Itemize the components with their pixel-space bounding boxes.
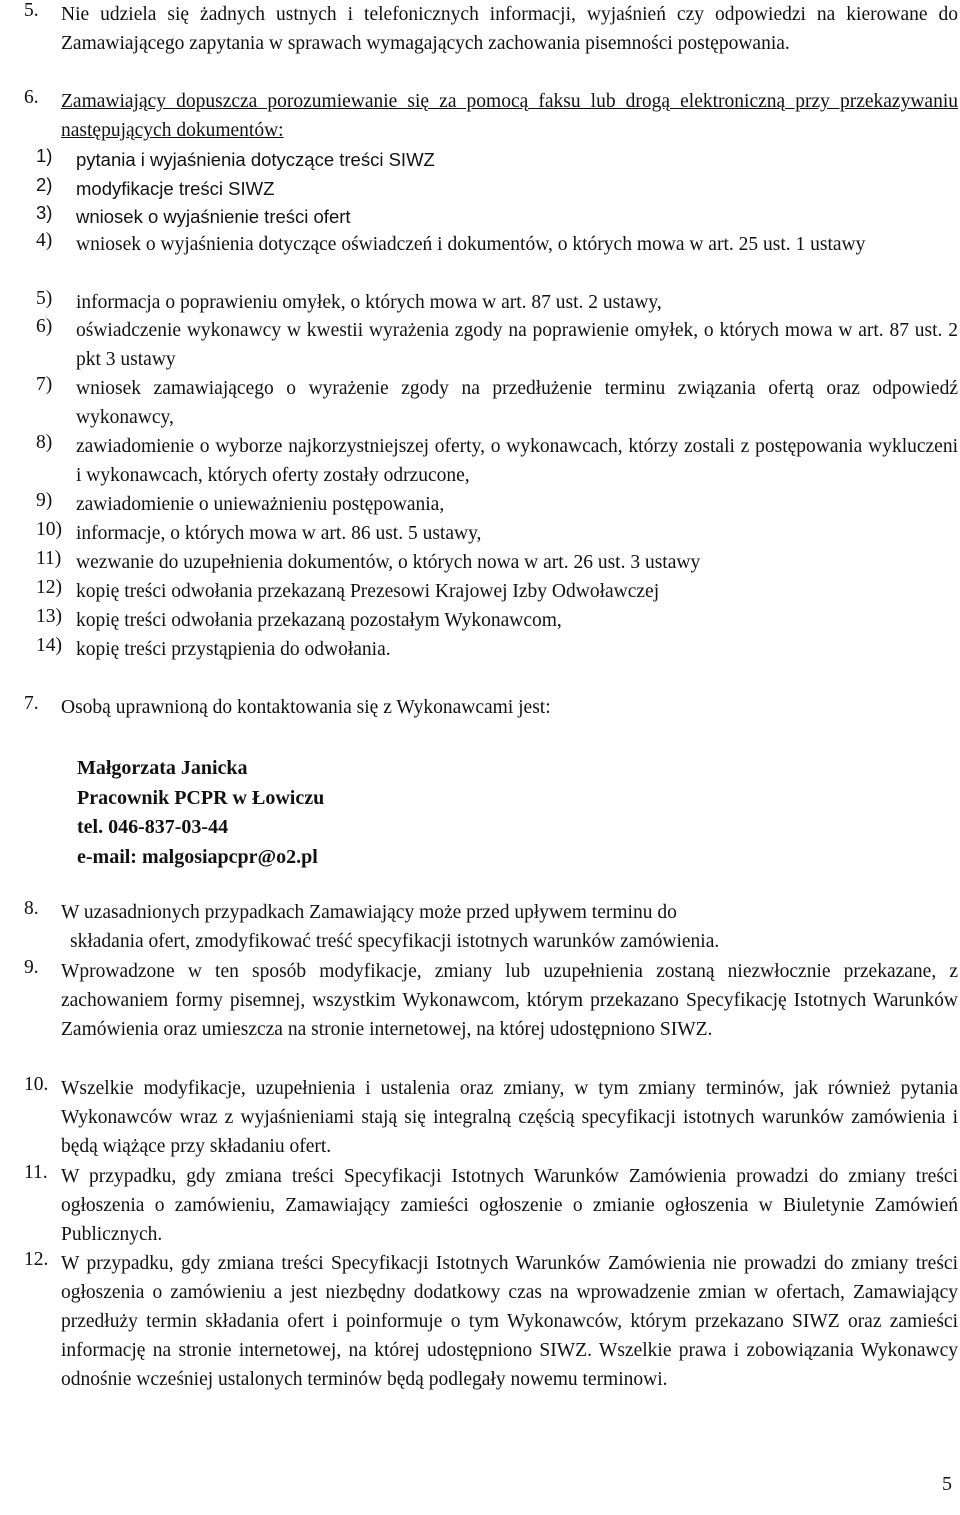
sub-item-text: wniosek zamawiającego o wyrażenie zgody na przedłużenie terminu związania ofertą oraz odpowiedź wykonawcy, [76, 378, 958, 428]
item-number: 9. [24, 957, 39, 978]
sub-item-number: 12) [36, 577, 62, 598]
sub-item-8 [36, 432, 958, 490]
list-item-7 [24, 693, 958, 722]
sub-item-3 [36, 202, 958, 231]
item-number: 10. [24, 1074, 49, 1095]
item-text: Osobą uprawnioną do kontaktowania się z Wykonawcami jest: [61, 697, 551, 718]
sub-item-text: kopię treści odwołania przekazaną pozostałym Wykonawcom, [76, 610, 562, 631]
contact-email: e-mail: malgosiapcpr@o2.pl [77, 845, 318, 868]
list-item-12 [24, 1249, 958, 1394]
item-text-line: W uzasadnionych przypadkach Zamawiający może przed upływem terminu do [61, 902, 677, 923]
sub-item-text: kopię treści odwołania przekazaną Prezesowi Krajowej Izby Odwoławczej [76, 581, 660, 602]
contact-phone: tel. 046-837-03-44 [77, 816, 229, 838]
item-number: 7. [24, 693, 39, 714]
sub-item-text: wezwanie do uzupełnienia dokumentów, o których nowa w art. 26 ust. 3 ustawy [76, 552, 701, 573]
item-text: Wprowadzone w ten sposób modyfikacje, zmiany lub uzupełnienia zostaną niezwłocznie przekazane, z zachowaniem formy pisemnej, wszystkim Wykonawcom, którym przekazano Specyfikację Istotnych Warunków Zamówienia oraz umieszcza na stronie internetowej, na której udostępniono SIWZ. [61, 961, 958, 1040]
contact-role: Pracownik PCPR w Łowiczu [77, 786, 325, 809]
item-number: 5. [24, 0, 39, 21]
sub-item-7 [36, 374, 958, 432]
item-number: 11. [24, 1162, 48, 1183]
sub-item-text: informacja o poprawieniu omyłek, o których mowa w art. 87 ust. 2 ustawy, [76, 292, 662, 313]
item-text: W przypadku, gdy zmiana treści Specyfikacji Istotnych Warunków Zamówienia nie prowadzi do zmiany treści ogłoszenia o zamówieniu a jest niezbędny dodatkowy czas na wprowadzenie zmian w ofertach, Zamawiający przedłuży termin składania ofert i poinformuje o tym Wykonawców, którym przekazano SIWZ oraz zamieści informację na stronie internetowej, na której udostępniono SIWZ. Wszelkie prawa i zobowiązania Wykonawcy odnośnie wcześniej ustalonych terminów będą podlegały nowemu terminowi. [61, 1253, 958, 1390]
sub-item-text: informacje, o których mowa w art. 86 ust. 5 ustawy, [76, 523, 482, 544]
sub-item-number: 14) [36, 635, 62, 656]
sub-item-number: 7) [36, 374, 53, 395]
sub-item-number: 2) [36, 174, 53, 195]
list-item-6 [24, 87, 958, 145]
sub-item-number: 4) [36, 230, 53, 251]
contact-block [77, 754, 324, 872]
sub-item-number: 1) [36, 145, 53, 166]
item-text-line: składania ofert, zmodyfikować treść specyfikacji istotnych warunków zamówienia. [70, 931, 720, 952]
sub-item-10 [36, 519, 958, 548]
item-number: 8. [24, 898, 39, 919]
sub-item-text: modyfikacje treści SIWZ [76, 178, 275, 199]
item-text: Wszelkie modyfikacje, uzupełnienia i ustalenia oraz zmiany, w tym zmiany terminów, jak również pytania Wykonawców wraz z wyjaśnieniami stają się integralną częścią specyfikacji istotnych warunków zamówienia i będą wiążące przy składaniu ofert. [61, 1078, 958, 1157]
item-text: Zamawiający dopuszcza porozumiewanie się za pomocą faksu lub drogą elektroniczną przy przekazywaniu następujących dokumentów: [61, 91, 958, 141]
item-text [61, 898, 958, 956]
sub-item-9 [36, 490, 958, 519]
sub-item-text: zawiadomienie o wyborze najkorzystniejszej oferty, o wykonawcach, którzy zostali z postępowania wykluczeni i wykonawcach, których oferty zostały odrzucone, [76, 436, 958, 486]
sub-item-number: 3) [36, 202, 53, 223]
sub-item-text: pytania i wyjaśnienia dotyczące treści SIWZ [76, 149, 435, 170]
item-number: 6. [24, 87, 39, 108]
sub-item-text: kopię treści przystąpienia do odwołania. [76, 639, 391, 660]
sub-item-number: 8) [36, 432, 53, 453]
sub-item-number: 9) [36, 490, 53, 511]
sub-item-number: 10) [36, 519, 62, 540]
sub-item-text: oświadczenie wykonawcy w kwestii wyrażenia zgody na poprawienie omyłek, o których mowa w art. 87 ust. 2 pkt 3 ustawy [76, 320, 958, 370]
sub-item-13 [36, 606, 958, 635]
sub-item-12 [36, 577, 958, 606]
list-item-8 [24, 898, 958, 956]
sub-item-number: 11) [36, 548, 62, 569]
list-item-9 [24, 957, 958, 1044]
sub-item-6 [36, 316, 958, 374]
item-text: W przypadku, gdy zmiana treści Specyfikacji Istotnych Warunków Zamówienia prowadzi do zmiany treści ogłoszenia o zamówieniu, Zamawiający zamieści ogłoszenie o zmianie ogłoszenia w Biuletynie Zamówień Publicznych. [61, 1166, 958, 1245]
sub-item-number: 13) [36, 606, 62, 627]
list-item-11 [24, 1162, 958, 1249]
sub-item-11 [36, 548, 958, 577]
sub-item-number: 5) [36, 288, 53, 309]
item-number: 12. [24, 1249, 49, 1270]
sub-item-4 [36, 230, 958, 259]
sub-item-1 [36, 145, 958, 174]
sub-item-number: 6) [36, 316, 53, 337]
sub-item-text: wniosek o wyjaśnienia dotyczące oświadczeń i dokumentów, o których mowa w art. 25 ust. 1 ustawy [76, 234, 866, 255]
list-item-5 [24, 0, 958, 58]
sub-item-5 [36, 288, 958, 317]
item-text: Nie udziela się żadnych ustnych i telefonicznych informacji, wyjaśnień czy odpowiedzi na kierowane do Zamawiającego zapytania w sprawach wymagających zachowania pisemności postępowania. [61, 4, 958, 54]
sub-item-text: wniosek o wyjaśnienie treści ofert [76, 206, 351, 227]
list-item-10 [24, 1074, 958, 1161]
contact-name: Małgorzata Janicka [77, 757, 248, 779]
sub-item-text: zawiadomienie o unieważnieniu postępowania, [76, 494, 445, 515]
page-number: 5 [942, 1473, 952, 1495]
sub-item-14 [36, 635, 958, 664]
sub-item-2 [36, 174, 958, 203]
